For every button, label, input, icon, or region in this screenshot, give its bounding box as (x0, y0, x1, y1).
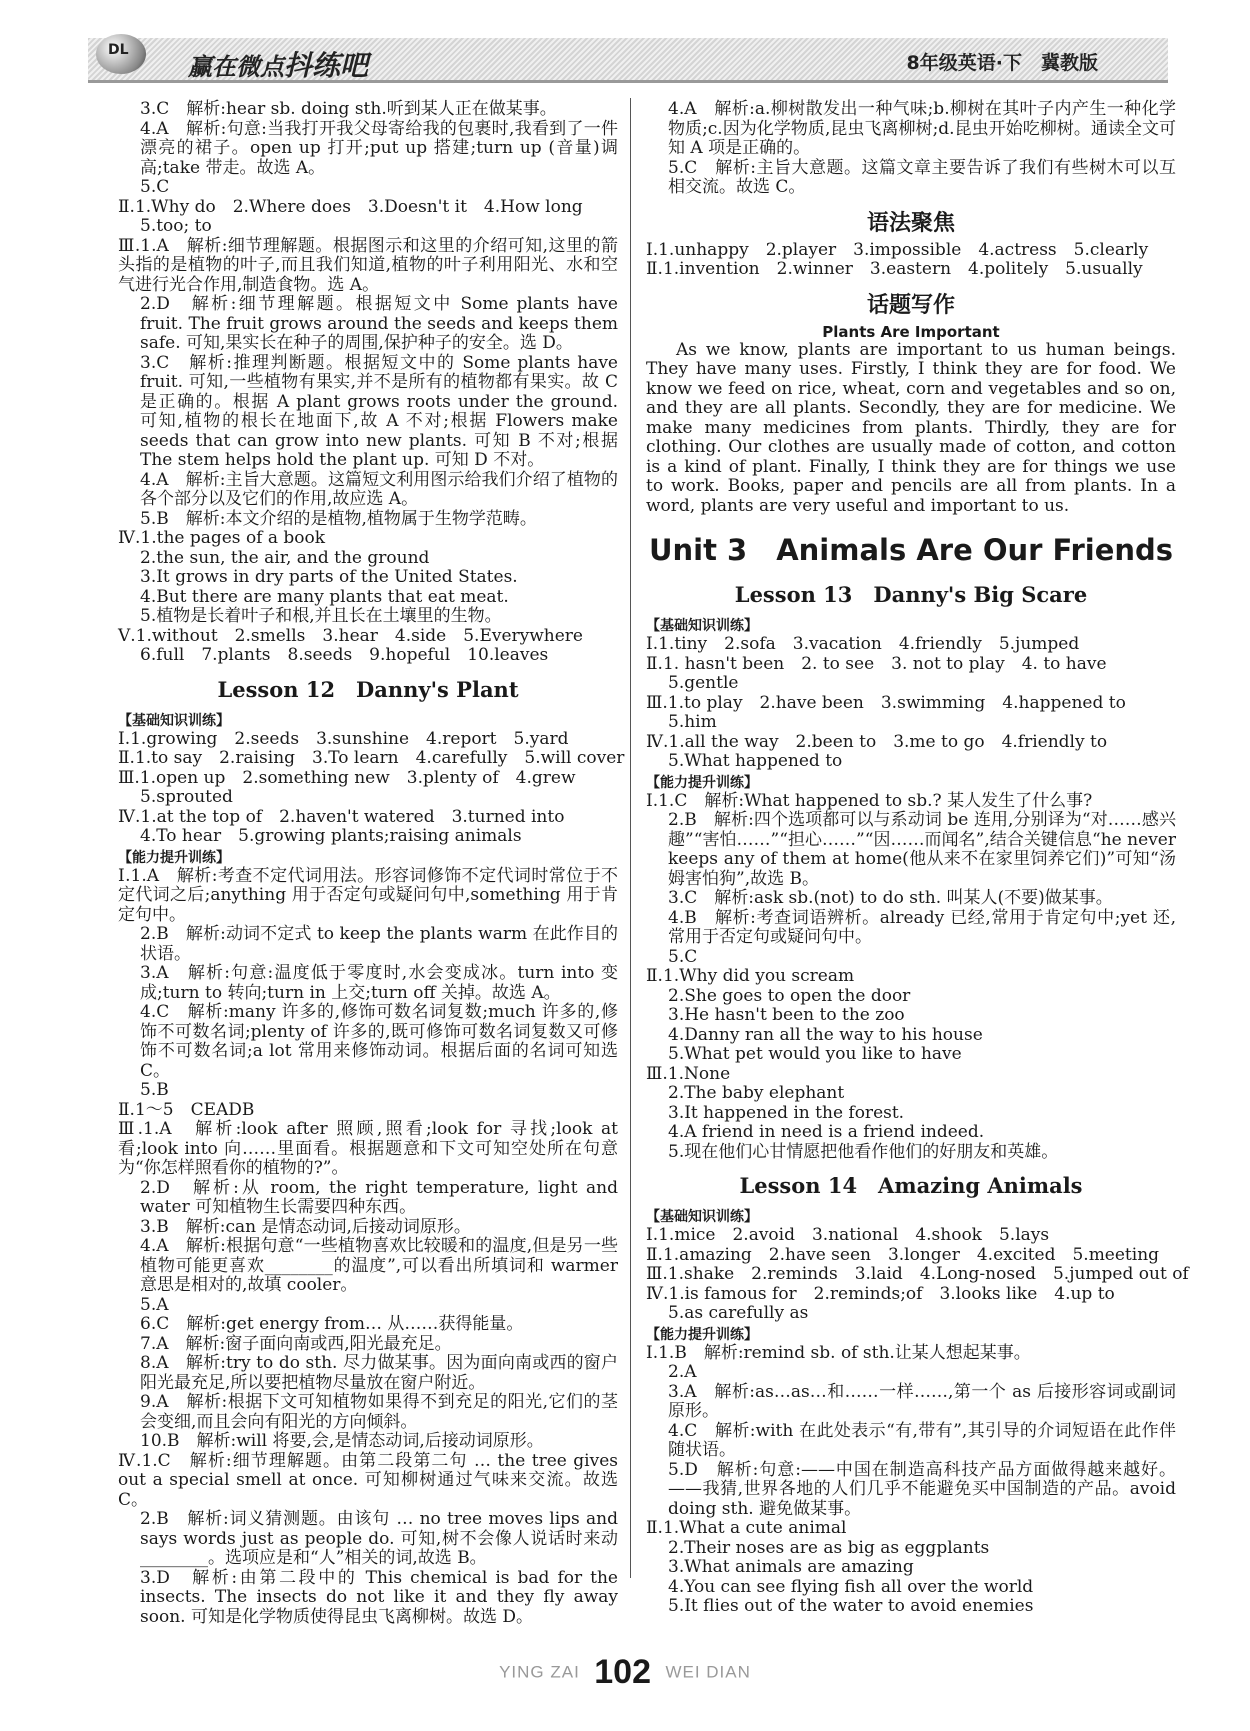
answer-line: 4.Danny ran all the way to his house (668, 1024, 983, 1045)
unit-title: Unit 3 Animals Are Our Friends (648, 533, 1174, 567)
answer-line: Ⅰ.1.mice 2.avoid 3.national 4.shook 5.lays (646, 1225, 1050, 1245)
column-divider (630, 98, 631, 1578)
answer-line: 2.B 解析:动词不定式 to keep the plants warm 在此作目的状语。 (140, 924, 618, 964)
answer-line: 5.B 解析:本文介绍的是植物,植物属于生物学范畴。 (140, 508, 537, 529)
answer-line: 4.B 解析:考查词语辨析。already 已经,常用于肯定句中;yet 还,常用于否定句或疑问句中。 (668, 907, 1176, 947)
answer-line: Ⅱ.1.Why do 2.Where does 3.Doesn't it 4.How long (118, 196, 583, 217)
answer-line: 5.sprouted (140, 787, 233, 807)
answer-line: 5.What happened to (668, 751, 843, 771)
grammar-answers (646, 241, 1176, 280)
essay-body: As we know, plants are important to us human beings. They have many uses. Firstly, I think they are for food. We know we feed on rice, wheat, corn and vegetables and so on, and they are all plants. Secondly, they are for medicine. We make many medicines from plants. Thirdly, they are for clothing. Our clothes are usually made of cotton, and cotton is a kind of plant. Finally, I think they are for things we use to work. Books, paper and pencils are all from plants. In a word, plants are very useful and important to us. (646, 339, 1176, 516)
logo-text: DL (108, 42, 129, 58)
right-column (646, 99, 1189, 1617)
brand (188, 44, 368, 84)
answer-line: Ⅰ.1.B 解析:remind sb. of sth.让某人想起某事。 (646, 1342, 1031, 1363)
answer-line: 5.C 解析:主旨大意题。这篇文章主要告诉了我们有些树木可以互相交流。故选 C。 (668, 157, 1176, 197)
answer-line: 5.It flies out of the water to avoid enemies (668, 1596, 1034, 1616)
answer-line: Ⅱ.1.amazing 2.have seen 3.longer 4.excited 5.meeting (646, 1244, 1160, 1265)
answer-line: 4.C 解析:many 许多的,修饰可数名词复数;much 许多的,修饰不可数名词;plenty of 许多的,既可修饰可数名词复数又可修饰不可数名词;a lot 常用来修饰动词。根据后面的名词可知选 C。 (140, 1002, 618, 1081)
answer-line: 5.What pet would you like to have (668, 1044, 962, 1064)
subsection-title: 【基础知识训练】 (646, 1209, 758, 1225)
answer-line: 4.You can see flying fish all over the world (668, 1576, 1034, 1597)
brand-main: 抖练吧 (284, 49, 369, 82)
answer-line: Ⅰ.1.C 解析:What happened to sb.? 某人发生了什么事? (646, 790, 1093, 811)
answer-line: 3.A 解析:句意:温度低于零度时,水会变成冰。turn into 变成;turn to 转向;turn in 上交;turn off 关掉。故选 A。 (140, 963, 618, 1003)
answer-line: 5.植物是长着叶子和根,并且长在土壤里的生物。 (140, 606, 502, 626)
answer-line: Ⅲ.1.open up 2.something new 3.plenty of 4.grew (118, 767, 576, 788)
answer-line: Ⅴ.1.without 2.smells 3.hear 4.side 5.Everywhere (118, 625, 583, 646)
answer-line: Ⅱ.1.What a cute animal (646, 1518, 847, 1538)
answer-line: 4.A 解析:句意:当我打开我父母寄给我的包裹时,我看到了一件漂亮的裙子。open up 打开;put up 搭建;turn up (音量)调高;take 带走。故选 A。 (140, 118, 618, 178)
answer-line: 2.B 解析:词义猜测题。由该句 … no tree moves lips and says words just as people do. 可知,树不会像人说话时来动________。选项应是和“人”相关的词,故选 B。 (140, 1509, 618, 1568)
answer-line: 5.him (668, 712, 717, 732)
answer-line: 3.A 解析:as…as…和……一样……,第一个 as 后接形容词或副词原形。 (668, 1381, 1176, 1421)
answer-line: Ⅰ.1.tiny 2.sofa 3.vacation 4.friendly 5.jumped (646, 634, 1080, 654)
answer-line: Ⅱ.1. hasn't been 2. to see 3. not to play 4. to have (646, 653, 1107, 674)
lesson-title: Lesson 12 Danny's Plant (217, 676, 519, 702)
page-number: 102 (594, 1653, 651, 1691)
answer-line: Ⅳ.1.is famous for 2.reminds;of 3.looks like 4.up to (646, 1283, 1115, 1304)
answer-line: 4.C 解析:with 在此处表示“有,带有”,其引导的介词短语在此作伴随状语。 (668, 1420, 1176, 1460)
answer-line: 5.too; to (140, 216, 212, 236)
answer-line: 7.A 解析:窗子面向南或西,阳光最充足。 (140, 1333, 452, 1354)
answer-line: Ⅰ.1.growing 2.seeds 3.sunshine 4.report 5.yard (118, 728, 569, 749)
answer-line: 5.C (140, 177, 170, 197)
footer-right: WEI DIAN (665, 1662, 751, 1682)
answer-line: 2.The baby elephant (668, 1083, 845, 1103)
answer-line: 2.D 解析:细节理解题。根据短文中 Some plants have fruit. The fruit grows around the seeds and keeps them safe. 可知,果实长在种子的周围,保护种子的安全。选 D。 (140, 294, 618, 353)
answer-line: 3.He hasn't been to the zoo (668, 1005, 905, 1025)
answer-line: Ⅱ.1.Why did you scream (646, 966, 855, 986)
answer-line: 3.D 解析:由第二段中的 This chemical is bad for the insects. The insects do not like it and they fly away soon. 可知是化学物质使得昆虫飞离柳树。故选 D。 (140, 1567, 618, 1627)
logo-ball-icon (96, 34, 146, 74)
lesson-title: Lesson 13 Danny's Big Scare (734, 582, 1088, 607)
brand-prefix: 赢在微点 (188, 52, 284, 81)
answer-line: Ⅲ.1.shake 2.reminds 3.laid 4.Long-nosed 5.jumped out of (646, 1264, 1189, 1284)
subsection-title: 【能力提升训练】 (118, 849, 230, 866)
lesson13-answers (646, 579, 1176, 1162)
answer-line: 3.C 解析:推理判断题。根据短文中的 Some plants have fruit. 可知,一些植物有果实,并不是所有的植物都有果实。故 C 是正确的。根据 A plant grows roots under the ground. 可知,植物的根长在地面下,故 A 不对;根据 Flowers make seeds that can grow into new plants. 可知 B 不对;根据 The stem helps hold the plant up. 可知 D 不对。 (140, 352, 618, 470)
answer-line: Ⅰ.1.unhappy 2.player 3.impossible 4.actress 5.clearly (646, 239, 1149, 260)
answer-line: 2.A (668, 1362, 697, 1382)
answer-line: Ⅲ.1.A 解析:look after 照顾,照看;look for 寻找;look at 看;look into 向……里面看。根据题意和下文可知空处所在句意为“你怎样照看你的植物的?”。 (118, 1119, 618, 1178)
answer-line: Ⅳ.1.C 解析:细节理解题。由第二段第二句 … the tree gives out a special smell at once. 可知柳树通过气味来交流。故选 C。 (118, 1450, 618, 1510)
essay-title: Plants Are Important (822, 322, 1000, 341)
answer-line: 6.full 7.plants 8.seeds 9.hopeful 10.leaves (140, 645, 549, 665)
page-footer (0, 1653, 1250, 1692)
grammar-section-title: 语法聚焦 (866, 210, 955, 236)
answer-line: 3.It grows in dry parts of the United States. (140, 567, 518, 587)
answer-line: 4.A 解析:a.柳树散发出一种气味;b.柳树在其叶子内产生一种化学物质;c.因为化学物质,昆虫飞离柳树;d.昆虫开始吃柳树。通读全文可知 A 项是正确的。 (668, 99, 1176, 158)
answer-line: Ⅲ.1.to play 2.have been 3.swimming 4.happened to (646, 692, 1126, 713)
answer-line: 2.D 解析:从 room, the right temperature, light and water 可知植物生长需要四种东西。 (140, 1177, 618, 1217)
answer-line: Ⅱ.1.invention 2.winner 3.eastern 4.politely 5.usually (646, 259, 1143, 279)
answer-line: 5.A (140, 1294, 169, 1315)
writing-section-title: 话题写作 (866, 292, 955, 318)
subsection-title: 【能力提升训练】 (646, 1326, 758, 1343)
answer-line: Ⅱ.1～5 CEADB (118, 1099, 255, 1120)
answer-line: 3.What animals are amazing (668, 1557, 914, 1577)
answer-line: 4.To hear 5.growing plants;raising animals (140, 826, 522, 846)
answer-line: 5.gentle (668, 673, 739, 693)
answer-line: 3.C 解析:hear sb. doing sth.听到某人正在做某事。 (140, 99, 557, 119)
answer-line: Ⅳ.1.at the top of 2.haven't watered 3.turned into (118, 806, 565, 827)
answer-line: 5.现在他们心甘情愿把他看作他们的好朋友和英雄。 (668, 1141, 1059, 1162)
grade-label: 8年级英语·下 冀教版 (906, 52, 1098, 74)
right-top-answers (646, 100, 1176, 198)
answer-line: 4.A 解析:根据句意“一些植物喜欢比较暖和的温度,但是另一些植物可能更喜欢________的温度”,可以看出所填词和 warmer 意思是相对的,故填 cooler。 (140, 1236, 618, 1295)
subsection-title: 【基础知识训练】 (118, 712, 230, 729)
lesson-title: Lesson 14 Amazing Animals (739, 1173, 1083, 1198)
answer-line: 2.Their noses are as big as eggplants (668, 1537, 990, 1558)
answer-line: 2.B 解析:四个选项都可以与系动词 be 连用,分别译为“对……感兴趣”“害怕……”“担心……”“因……而闻名”,结合关键信息“he never keeps any of them at home(他从来不在家里饲养它们)”可知“汤姆害怕狗”,故选 B。 (668, 810, 1176, 889)
page-header (88, 38, 1168, 83)
answer-line: Ⅳ.1.the pages of a book (118, 528, 326, 548)
subsection-title: 【基础知识训练】 (646, 618, 758, 634)
answer-line: 5.B (140, 1080, 169, 1100)
answer-line: 5.as carefully as (668, 1303, 809, 1323)
answer-line: 4.A friend in need is a friend indeed. (668, 1122, 985, 1142)
answer-line: 5.C (668, 946, 698, 967)
answer-line: Ⅲ.1.A 解析:细节理解题。根据图示和这里的介绍可知,这里的箭头指的是植物的叶子,而且我们知道,植物的叶子利用阳光、水和空气进行光合作用,制造食物。选 A。 (118, 235, 618, 295)
logo (88, 32, 178, 82)
answer-line: Ⅱ.1.to say 2.raising 3.To learn 4.carefully 5.will cover (118, 748, 625, 768)
answer-line: 9.A 解析:根据下文可知植物如果得不到充足的阳光,它们的茎会变细,而且会向有阳光的方向倾斜。 (140, 1392, 618, 1432)
answer-line: 10.B 解析:will 将要,会,是情态动词,后接动词原形。 (140, 1431, 544, 1451)
answer-line: 5.D 解析:句意:——中国在制造高科技产品方面做得越来越好。——我猜,世界各地的人们几乎不能避免买中国制造的产品。avoid doing sth. 避免做某事。 (668, 1459, 1176, 1519)
answer-line: 3.B 解析:can 是情态动词,后接动词原形。 (140, 1216, 471, 1237)
answer-line: Ⅳ.1.all the way 2.been to 3.me to go 4.friendly to (646, 731, 1108, 752)
lesson14-answers (646, 1170, 1189, 1617)
answer-line: 8.A 解析:try to do sth. 尽力做某事。因为面向南或西的窗户阳光最充足,所以要把植物尽量放在窗户附近。 (140, 1353, 618, 1393)
answer-line: 2.She goes to open the door (668, 985, 911, 1006)
answer-line: 4.But there are many plants that eat meat. (140, 586, 509, 607)
answer-line: 6.C 解析:get energy from… 从……获得能量。 (140, 1314, 524, 1334)
left-column (118, 99, 625, 1627)
answer-line: Ⅰ.1.A 解析:考查不定代词用法。形容词修饰不定代词时常位于不定代词之后;anything 用于否定句或疑问句中,something 用于肯定句中。 (118, 865, 618, 925)
answer-line: 2.the sun, the air, and the ground (140, 547, 430, 568)
subsection-title: 【能力提升训练】 (646, 774, 758, 791)
answer-line: Ⅲ.1.None (646, 1063, 731, 1084)
answer-line: 3.C 解析:ask sb.(not) to do sth. 叫某人(不要)做某事。 (668, 888, 1113, 908)
answer-line: 3.It happened in the forest. (668, 1102, 905, 1123)
answer-line: 4.A 解析:主旨大意题。这篇短文利用图示给我们介绍了植物的各个部分以及它们的作用,故应选 A。 (140, 469, 618, 509)
footer-left: YING ZAI (499, 1662, 580, 1682)
